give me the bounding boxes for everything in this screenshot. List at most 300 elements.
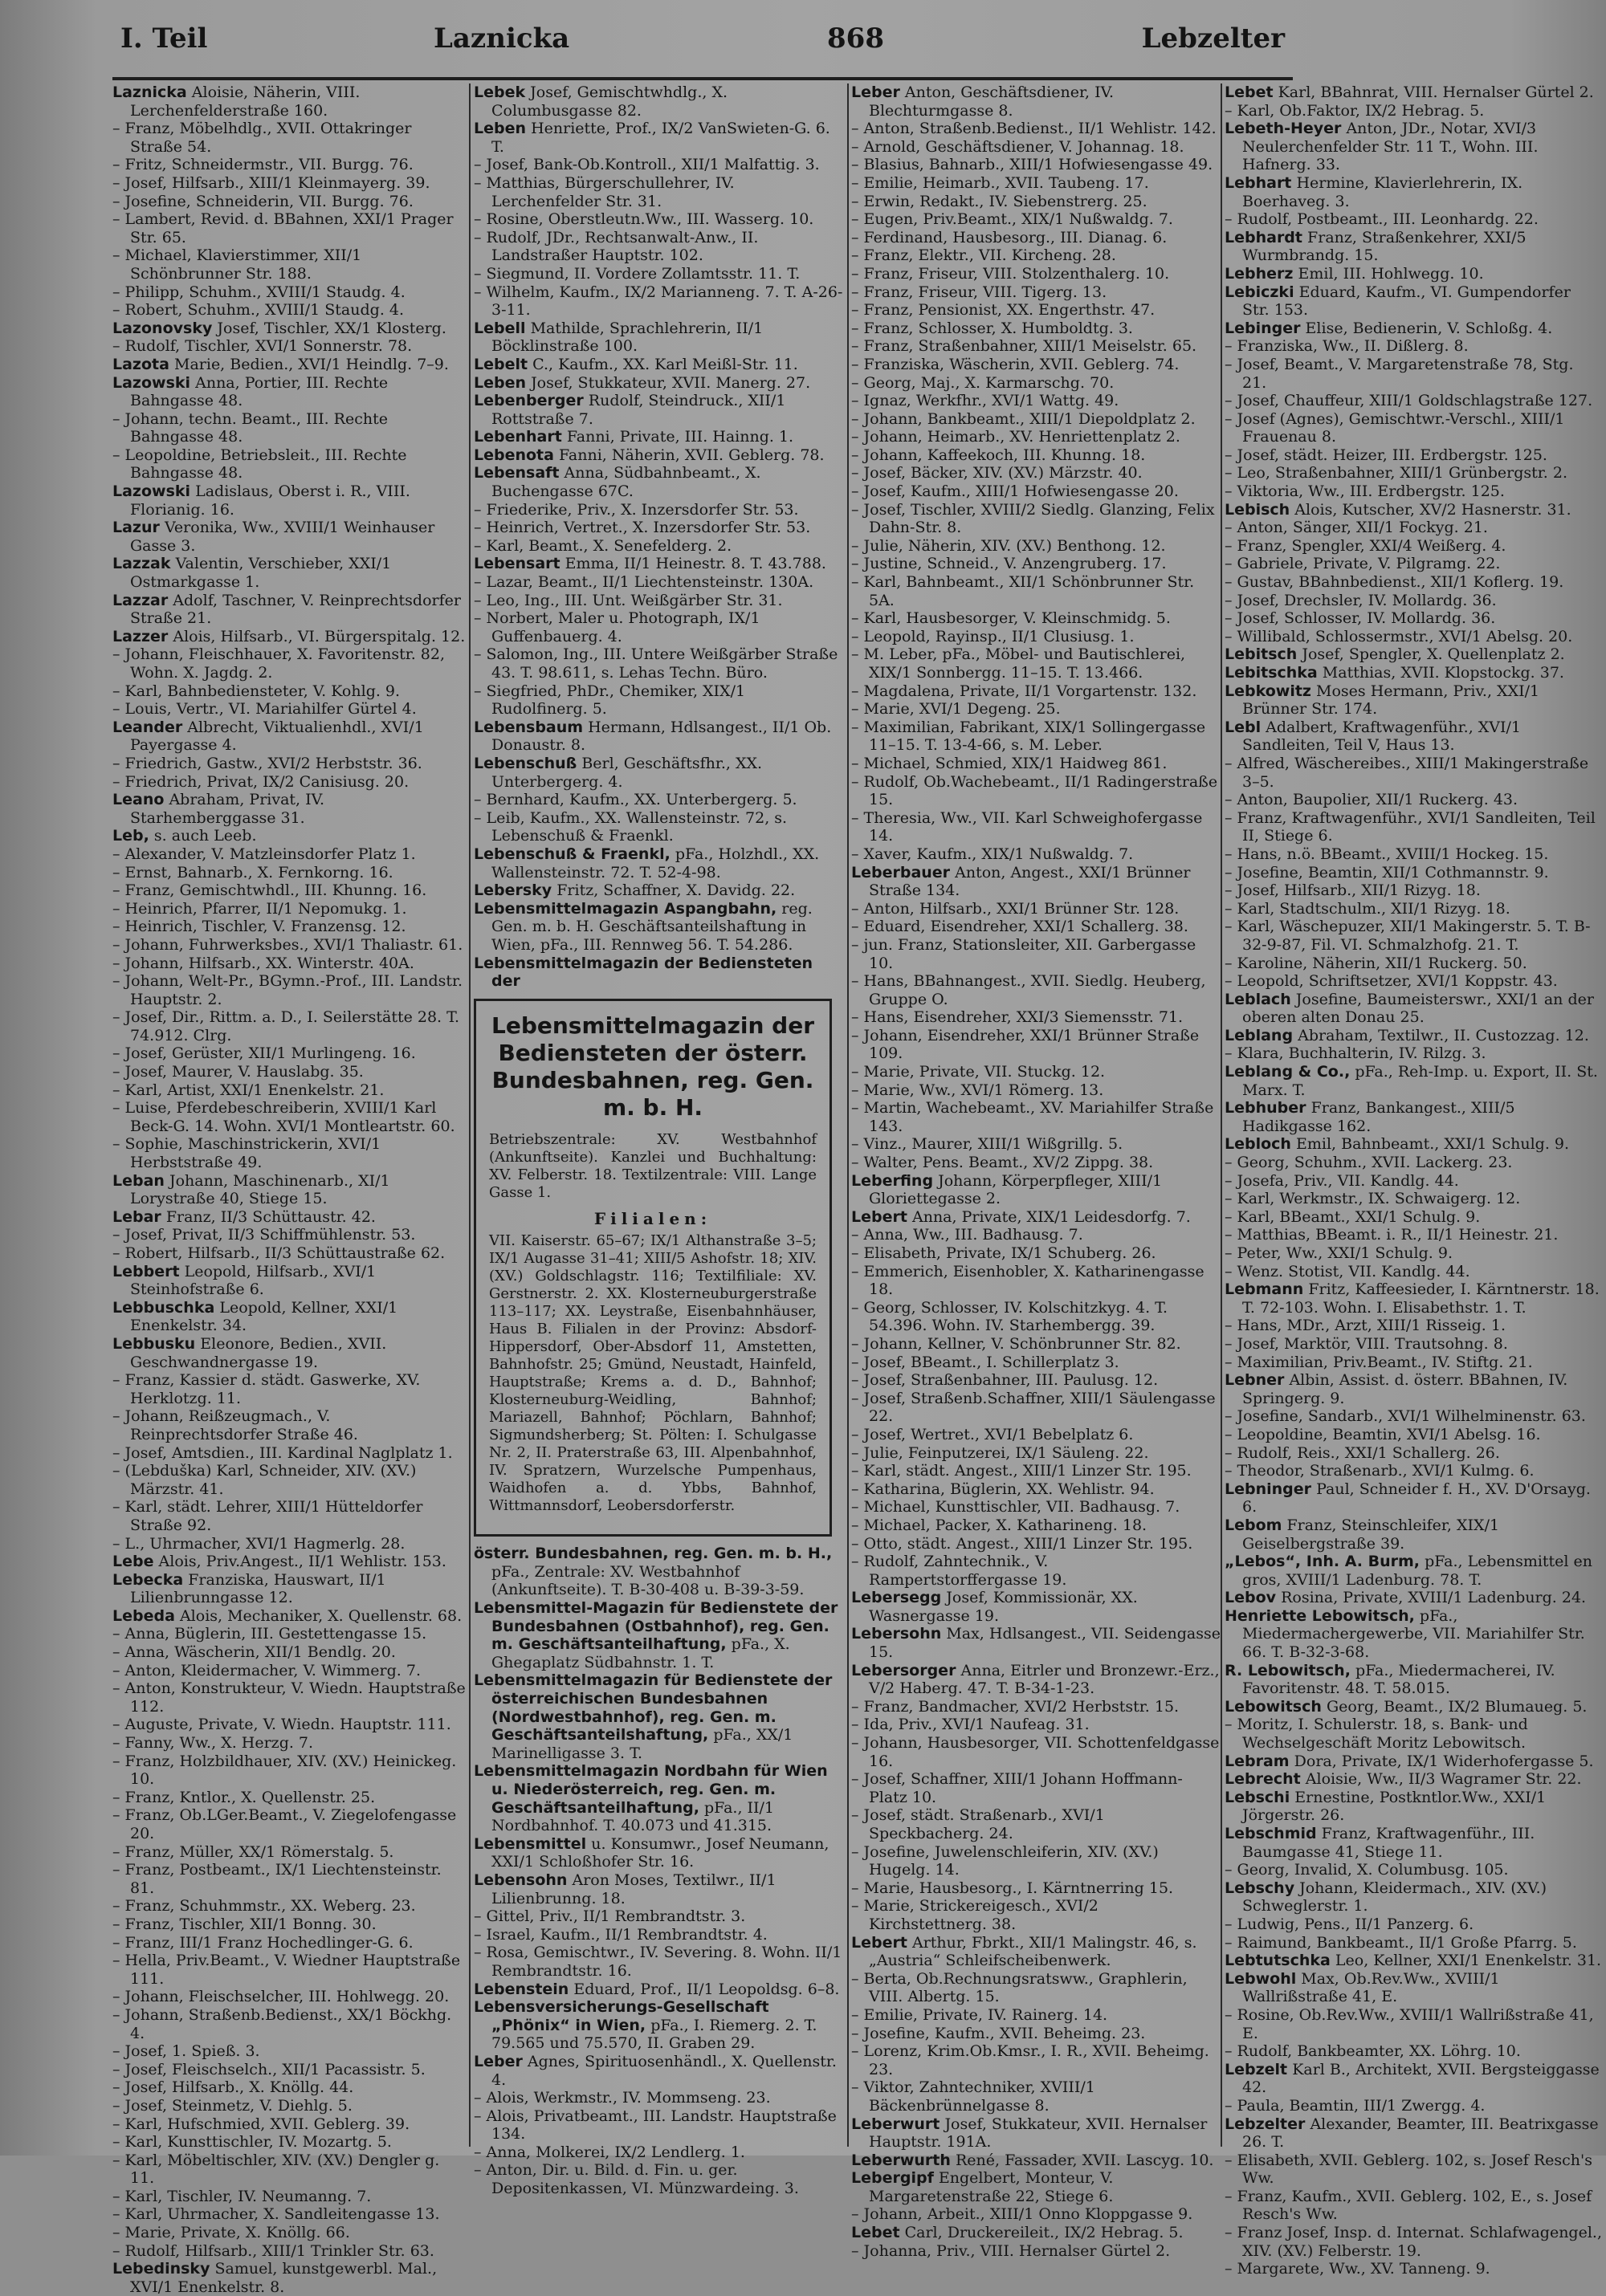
entry-details: Alois, Mechaniker, X. Quellenstr. 68.	[179, 1606, 463, 1625]
directory-entry	[851, 1154, 1221, 1172]
directory-entry	[112, 881, 466, 900]
directory-entry	[112, 1553, 466, 1571]
entry-details: u. Konsumwr., Josef Neumann, XXI/1 Schloßhofer Str. 16.	[491, 1834, 829, 1871]
entry-details: – Josef, Wertret., XVI/1 Bebelplatz 6.	[851, 1425, 1134, 1443]
directory-entry	[851, 2242, 1221, 2261]
directory-entry	[851, 1806, 1221, 1842]
entry-details: Albrecht, Viktualienhdl., XVI/1 Payergasse 4.	[130, 718, 424, 755]
entry-surname: Lebhuber	[1225, 1099, 1306, 1117]
directory-entry	[851, 2115, 1221, 2151]
entry-surname: Lebersky	[474, 881, 552, 900]
entry-details: Samuel, kunstgewerbl. Mal., XVI/1 Enenkelstr. 8.	[130, 2260, 438, 2296]
entry-details: – Friedrich, Privat, IX/2 Canisiusg. 20.	[112, 772, 410, 791]
directory-entry	[1225, 682, 1602, 719]
entry-details: – Alexander, V. Matzleinsdorfer Platz 1.	[112, 845, 416, 863]
directory-entry	[112, 1806, 466, 1842]
directory-entry	[1225, 1825, 1602, 1861]
directory-entry	[474, 2143, 843, 2162]
directory-entry	[474, 1545, 843, 1599]
entry-details: René, Fassader, XVII. Lascyg. 10.	[955, 2151, 1214, 2169]
entry-details: – Johanna, Priv., VIII. Hernalser Gürtel 2.	[851, 2241, 1171, 2260]
directory-entry	[474, 229, 843, 265]
entry-surname: „Lebos“, Inh. A. Burm,	[1225, 1553, 1421, 1571]
entry-details: – Ernst, Bahnarb., X. Fernkorng. 16.	[112, 863, 393, 881]
entry-details: pFa., Zentrale: XV. Westbahnhof (Ankunftseite). T. B-30-408 u. B-39-3-59.	[491, 1562, 805, 1599]
entry-details: – Magdalena, Private, II/1 Vorgartenstr. 132.	[851, 682, 1197, 700]
directory-entry	[851, 2078, 1221, 2115]
entry-surname: Lebek	[474, 83, 526, 101]
entry-details: – Gittel, Priv., II/1 Rembrandtstr. 3.	[474, 1907, 746, 1926]
entry-details: Alois, Hilfsarb., VI. Bürgerspitalg. 12.	[173, 627, 466, 645]
directory-entry	[851, 2224, 1221, 2242]
entry-details: Eduard, Kaufm., VI. Gumpendorfer Str. 153.	[1242, 283, 1571, 320]
entry-details: Aloisie, Näherin, VIII. Lerchenfelderstraße 160.	[130, 83, 361, 120]
directory-entry	[851, 229, 1221, 247]
entry-details: Anna, Private, XIX/1 Leidesdorfg. 7.	[911, 1207, 1191, 1226]
column-divider	[1221, 83, 1222, 2147]
entry-details: – Hans, BBahnangest., XVII. Siedlg. Heuberg, Gruppe O.	[851, 972, 1206, 1008]
entry-surname: Lebe	[112, 1553, 154, 1571]
directory-entry	[112, 918, 466, 936]
entry-surname: Lebbert	[112, 1262, 180, 1280]
directory-entry	[1225, 791, 1602, 809]
entry-details: – Lambert, Revid. d. BBahnen, XXI/1 Prager Str. 65.	[112, 210, 454, 246]
entry-details: – Bernhard, Kaufm., XX. Unterbergerg. 5.	[474, 791, 797, 809]
directory-entry	[1225, 1770, 1602, 1789]
directory-entry	[112, 1498, 466, 1534]
directory-entry	[851, 682, 1221, 701]
entry-details: Adolf, Taschner, V. Reinprechtsdorfer Straße 21.	[130, 591, 461, 628]
entry-details: – Julie, Näherin, XIV. (XV.) Benthong. 12.	[851, 536, 1166, 555]
entry-details: Alexander, Beamter, III. Beatrixgasse 26. T.	[1242, 2115, 1599, 2151]
entry-surname: Lazzak	[112, 555, 171, 573]
entry-details: – Franz, Tischler, XII/1 Bonng. 30.	[112, 1915, 377, 1933]
directory-entry	[851, 555, 1221, 573]
entry-details: – Leopoldine, Betriebsleit., III. Rechte Bahngasse 48.	[112, 446, 407, 482]
directory-entry	[112, 1172, 466, 1208]
entry-details: – Josef, Kaufm., XIII/1 Hofwiesengasse 20.	[851, 482, 1179, 501]
entry-surname: Leban	[112, 1171, 165, 1190]
entry-details: Emil, Bahnbeamt., XXI/1 Schulg. 9.	[1296, 1135, 1570, 1154]
directory-entry	[1225, 1208, 1602, 1227]
entry-details: – Franz, Möbelhdlg., XVII. Ottakringer Straße 54.	[112, 120, 412, 156]
entry-surname: Lebzelt	[1225, 2060, 1288, 2078]
directory-entry	[1225, 2006, 1602, 2042]
directory-entry	[112, 1535, 466, 1553]
entry-details: – Emmerich, Eisenhobler, X. Katharinengasse 18.	[851, 1262, 1204, 1299]
entry-surname: Leblang	[1225, 1026, 1294, 1044]
entry-surname: Lebar	[112, 1207, 161, 1226]
entry-details: Aloisie, Ww., II/3 Wagramer Str. 22.	[1305, 1770, 1582, 1789]
directory-entry	[851, 265, 1221, 283]
directory-entry	[112, 2260, 466, 2296]
entry-surname: Lebninger	[1225, 1480, 1312, 1498]
entry-surname: Lazzer	[112, 627, 169, 645]
directory-entry	[1225, 265, 1602, 283]
entry-details: – Justine, Schneid., V. Anzengruberg. 17.	[851, 555, 1167, 573]
directory-entry	[112, 773, 466, 792]
entry-details: – Lazar, Beamt., II/1 Liechtensteinstr. 130A.	[474, 573, 814, 592]
entry-details: – Anton, Hilfsarb., XXI/1 Brünner Str. 128.	[851, 899, 1180, 918]
directory-entry	[1225, 1317, 1602, 1335]
directory-entry	[112, 791, 466, 827]
entry-details: – Blasius, Bahnarb., XIII/1 Hofwiesengasse 49.	[851, 156, 1213, 174]
entry-details: – Theodor, Straßenarb., XVI/1 Kulmg. 6.	[1225, 1462, 1535, 1480]
entry-surname: Henriette Lebowitsch,	[1225, 1606, 1415, 1625]
entry-details: Emma, II/1 Heinestr. 8. T. 43.788.	[565, 555, 826, 573]
entry-details: – Hella, Priv.Beamt., V. Wiedner Hauptstraße 111.	[112, 1952, 461, 1988]
directory-entry	[474, 573, 843, 592]
directory-entry	[112, 1263, 466, 1299]
entry-details: Elise, Bedienerin, V. Schloßg. 4.	[1305, 319, 1553, 337]
entry-details: – Josef, Privat, II/3 Schiffmühlenstr. 53.	[112, 1226, 416, 1244]
directory-entry	[474, 210, 843, 229]
ad-branches-heading: Filialen:	[593, 1208, 712, 1228]
directory-entry	[474, 446, 843, 465]
entry-details: Ladislaus, Oberst i. R., VIII. Florianig. 16.	[130, 482, 410, 519]
directory-entry	[851, 464, 1221, 482]
directory-entry	[112, 592, 466, 628]
directory-entry	[1225, 446, 1602, 465]
directory-entry	[474, 156, 843, 174]
entry-surname: Lebschmid	[1225, 1825, 1317, 1842]
directory-entry	[474, 283, 843, 320]
entry-details: Anna, Eitrler und Bronzewr.-Erz., V/2 Haberg. 47. T. B-34-1-23.	[869, 1661, 1220, 1698]
directory-entry	[112, 2078, 466, 2097]
entry-details: – Franziska, Wäscherin, XVII. Geblerg. 74.	[851, 355, 1180, 373]
ad-body: Betriebszentrale: XV. Westbahnhof (Ankunftseite). Kanzlei und Buchhaltung: XV. Felberstr. 18. Textilzentrale: VIII. Lange Gasse 1.	[489, 1130, 817, 1201]
entry-details: – Franz, Schlosser, X. Humboldtg. 3.	[851, 319, 1133, 337]
entry-details: pFa., Miedermachergewerbe, VII. Mariahilfer Str. 66. T. B-32-3-68.	[1242, 1606, 1585, 1662]
directory-entry	[851, 1027, 1221, 1063]
entry-details: – Anton, Kleidermacher, V. Wimmerg. 7.	[112, 1661, 421, 1679]
entry-surname: Lazowski	[112, 373, 191, 392]
entry-details: – Michael, Kunsttischler, VII. Badhausg. 7.	[851, 1498, 1180, 1516]
entry-details: – Maximilian, Fabrikant, XIX/1 Sollingergasse 11–15. T. 13-4-66, s. M. Leber.	[851, 718, 1206, 755]
entry-surname: Lebram	[1225, 1752, 1290, 1770]
entry-surname: Lebenberger	[474, 392, 584, 410]
entry-details: – Arnold, Geschäftsdiener, V. Johannag. 18.	[851, 137, 1184, 156]
directory-entry	[851, 2151, 1221, 2170]
entry-details: – Ferdinand, Hausbesorg., III. Dianag. 6.	[851, 228, 1168, 246]
directory-entry	[1225, 464, 1602, 482]
directory-entry	[474, 519, 843, 537]
entry-details: – Raimund, Bankbeamt., II/1 Große Pfarrg. 5.	[1225, 1933, 1577, 1952]
entry-details: – Marie, Private, VII. Stuckg. 12.	[851, 1063, 1106, 1081]
directory-entry	[112, 1897, 466, 1915]
directory-entry	[1225, 2188, 1602, 2224]
entry-details: – Sophie, Maschinstrickerin, XVI/1 Herbststraße 49.	[112, 1135, 381, 1172]
entry-details: pFa., II/1 Nordbahnhof. T. 40.073 und 41.315.	[491, 1798, 775, 1835]
directory-entry	[112, 827, 466, 845]
entry-surname: Lebersorger	[851, 1661, 956, 1679]
directory-entry	[851, 1498, 1221, 1516]
entry-details: Emil, III. Hohlwegg. 10.	[1298, 264, 1484, 283]
entry-details: – Franz Josef, Insp. d. Internat. Schlafwagengel., XIV. (XV.) Felberstr. 19.	[1225, 2224, 1602, 2260]
directory-entry	[851, 1625, 1221, 1661]
entry-surname: Lebenschuß	[474, 754, 577, 772]
entry-details: Alois, Kutscher, XV/2 Hasnerstr. 31.	[1294, 500, 1571, 519]
directory-entry	[851, 1063, 1221, 1081]
directory-entry	[851, 1589, 1221, 1625]
entry-details: – Fanny, Ww., X. Herzg. 7.	[112, 1734, 314, 1753]
entry-details: – Johann, Hausbesorger, VII. Schottenfeldgasse 16.	[851, 1734, 1220, 1770]
entry-surname: Lebwohl	[1225, 1969, 1297, 1988]
entry-details: – Josef, Maurer, V. Hauslabg. 35.	[112, 1063, 364, 1081]
directory-entry	[1225, 1407, 1602, 1426]
directory-entry	[851, 1480, 1221, 1499]
entry-details: – Karl, Bahnbediensteter, V. Kohlg. 9.	[112, 682, 401, 700]
entry-details: – Rudolf, Bankbeamter, XX. Löhrg. 10.	[1225, 2042, 1521, 2061]
entry-details: Dora, Private, IX/1 Widerhofergasse 5.	[1294, 1752, 1594, 1770]
directory-entry	[1225, 283, 1602, 320]
directory-entry	[112, 2006, 466, 2042]
entry-surname: Leblach	[1225, 990, 1291, 1008]
entry-details: – Rudolf, Tischler, XVI/1 Sonnerstr. 78.	[112, 337, 413, 356]
entry-surname: Lebiczki	[1225, 283, 1294, 301]
directory-entry	[112, 645, 466, 682]
directory-entry	[112, 682, 466, 701]
entry-details: Anton, Geschäftsdiener, IV. Blechturmgasse 8.	[869, 83, 1115, 120]
directory-entry	[474, 900, 843, 955]
entry-surname: Lebner	[1225, 1371, 1285, 1390]
directory-entry	[851, 1879, 1221, 1898]
entry-surname: Leber	[851, 83, 900, 101]
entry-surname: Lebersohn	[851, 1625, 942, 1643]
directory-entry	[112, 283, 466, 302]
directory-entry	[1225, 1861, 1602, 1879]
entry-details: Max, Ob.Rev.Ww., XVIII/1 Wallrißstraße 41, E.	[1242, 1969, 1500, 2006]
directory-entry	[112, 864, 466, 882]
directory-entry	[474, 719, 843, 755]
directory-entry	[1225, 1553, 1602, 1589]
entry-details: – Josef, Hilfsarb., XIII/1 Kleinmayerg. 39.	[112, 173, 430, 192]
column-divider	[847, 83, 849, 2147]
entry-details: – Marie, Hausbesorg., I. Kärntnerring 15.	[851, 1879, 1174, 1897]
directory-entry	[112, 83, 466, 120]
directory-entry	[1225, 2224, 1602, 2260]
directory-entry	[474, 464, 843, 500]
directory-entry	[474, 1944, 843, 1980]
entry-details: Karl, BBahnrat, VIII. Hernalser Gürtel 2.	[1278, 83, 1594, 101]
directory-entry	[1225, 1154, 1602, 1172]
header-rule	[112, 77, 1293, 80]
directory-entry	[1225, 955, 1602, 973]
entry-details: Arthur, Fbrkt., XII/1 Malingstr. 46, s. „Austria“ Schleifscheibenwerk.	[869, 1933, 1197, 1970]
entry-details: Veronika, Ww., XVIII/1 Weinhauser Gasse 3.	[130, 519, 435, 555]
directory-entry	[112, 755, 466, 773]
entry-details: – Marie, Ww., XVI/1 Römerg. 13.	[851, 1081, 1104, 1099]
entry-surname: Lebmann	[1225, 1280, 1304, 1299]
directory-entry	[851, 1553, 1221, 1589]
column-1	[112, 83, 466, 2296]
entry-details: Karl B., Architekt, XVII. Bergsteiggasse 42.	[1242, 2060, 1600, 2097]
entry-details: – Josefa, Priv., VII. Kandlg. 44.	[1225, 1171, 1459, 1190]
directory-entry	[1225, 1426, 1602, 1444]
entry-details: – Maximilian, Priv.Beamt., IV. Stiftg. 21.	[1225, 1353, 1533, 1371]
entry-details: – Hans, Eisendreher, XXI/3 Siemensstr. 71.	[851, 1008, 1184, 1027]
entry-surname: Lebeth-Heyer	[1225, 120, 1342, 138]
directory-entry	[851, 83, 1221, 120]
directory-entry	[851, 246, 1221, 265]
entry-surname: Lebensmittel	[474, 1834, 587, 1853]
directory-entry	[1225, 1244, 1602, 1263]
directory-entry	[1225, 1135, 1602, 1154]
entry-details: – Johann, Bankbeamt., XIII/1 Diepoldplatz 2.	[851, 409, 1196, 428]
entry-details: – Marie, Private, X. Knöllg. 66.	[112, 2224, 350, 2242]
entry-details: – Franz, Kaufm., XVII. Geblerg. 102, E., s. Josef Resch's Ww.	[1225, 2187, 1592, 2224]
entry-details: Mathilde, Sprachlehrerin, II/1 Böcklinstraße 100.	[491, 319, 764, 356]
entry-surname: Lebbusku	[112, 1334, 196, 1353]
directory-entry	[112, 1335, 466, 1371]
entry-details: – Karoline, Näherin, XII/1 Ruckerg. 50.	[1225, 954, 1527, 972]
entry-details: – jun. Franz, Stationsleiter, XII. Garbergasse 10.	[851, 935, 1196, 972]
directory-entry	[1225, 864, 1602, 882]
entry-surname: Lazonovsky	[112, 319, 213, 337]
entry-details: – Heinrich, Vertret., X. Inzersdorfer Str. 53.	[474, 519, 811, 537]
directory-entry	[112, 1716, 466, 1734]
entry-details: – Georg, Schlosser, IV. Kolschitzkyg. 4. T. 54.396. Wohn. IV. Starhembergg. 39.	[851, 1298, 1168, 1335]
directory-entry	[1225, 1753, 1602, 1771]
directory-entry	[112, 2133, 466, 2151]
entry-details: C., Kaufm., XX. Karl Meißl-Str. 11.	[532, 355, 798, 373]
directory-entry	[1225, 83, 1602, 102]
directory-entry	[1225, 845, 1602, 864]
directory-entry	[851, 138, 1221, 157]
entry-details: – Anton, Dir. u. Bild. d. Fin. u. ger. Depositenkassen, VI. Münzwardeing. 3.	[474, 2161, 799, 2198]
entry-details: Albin, Assist. d. österr. BBahnen, IV. Springerg. 9.	[1242, 1371, 1568, 1407]
entry-details: – Marie, Strickereigesch., XVI/2 Kirchstettnerg. 38.	[851, 1897, 1099, 1933]
entry-surname: Leber	[474, 2052, 523, 2070]
entry-details: – Anna, Wäscherin, XII/1 Bendlg. 20.	[112, 1643, 396, 1662]
directory-entry	[112, 374, 466, 410]
entry-details: – Rosa, Gemischtwr., IV. Severing. 8. Wohn. II/1 Rembrandtstr. 16.	[474, 1944, 842, 1980]
column-divider	[469, 83, 471, 2147]
directory-entry	[1225, 320, 1602, 338]
entry-details: – Franz, Kntlor., X. Quellenstr. 25.	[112, 1788, 376, 1806]
directory-entry	[851, 573, 1221, 609]
entry-details: – Karl, Bahnbeamt., XII/1 Schönbrunner Str. 5A.	[851, 573, 1195, 609]
directory-entry	[851, 1934, 1221, 1970]
entry-details: – Franz, Straßenbahner, XIII/1 Meiselstr. 65.	[851, 337, 1197, 356]
directory-entry	[851, 1081, 1221, 1100]
entry-surname: Lebensohn	[474, 1871, 568, 1889]
directory-entry	[851, 773, 1221, 809]
entry-details: – Theresia, Ww., VII. Karl Schweighofergasse 14.	[851, 808, 1203, 845]
directory-entry	[474, 881, 843, 900]
entry-surname: Leberwurt	[851, 2115, 940, 2133]
entry-details: Matthias, XVII. Klopstockg. 37.	[1322, 664, 1564, 682]
entry-details: – Alfred, Wäschereibes., XIII/1 Makingerstraße 3–5.	[1225, 754, 1589, 791]
entry-details: – Karl, Stadtschulm., XII/1 Rizyg. 18.	[1225, 899, 1510, 918]
directory-entry	[1225, 229, 1602, 265]
directory-entry	[851, 936, 1221, 972]
entry-details: – Josefine, Sandarb., XVI/1 Wilhelminenstr. 63.	[1225, 1407, 1586, 1426]
entry-details: Franz, Kraftwagenführ., III. Baumgasse 41, Stiege 11.	[1242, 1825, 1535, 1861]
directory-entry	[851, 1371, 1221, 1390]
entry-details: – Leopold, Schriftsetzer, XVI/1 Koppstr. 43.	[1225, 972, 1558, 991]
entry-details: – Israel, Kaufm., II/1 Rembrandtstr. 4.	[474, 1925, 768, 1944]
entry-surname: Leben	[474, 373, 527, 392]
directory-entry	[112, 1044, 466, 1063]
directory-entry	[474, 392, 843, 428]
entry-details: – Karl, BBeamt., XXI/1 Schulg. 9.	[1225, 1207, 1481, 1226]
entry-details: – Marie, XVI/1 Degeng. 25.	[851, 700, 1061, 719]
directory-entry	[1225, 519, 1602, 537]
entry-details: – Josef, Bäcker, XIV. (XV.) Märzstr. 40.	[851, 464, 1143, 482]
directory-entry	[474, 1762, 843, 1834]
entry-details: Leopold, Kellner, XXI/1 Enenkelstr. 34.	[130, 1298, 398, 1335]
entry-details: – Josef, Straßenb.Schaffner, XIII/1 Säulengasse 22.	[851, 1389, 1216, 1426]
last-entry-word: Lebzelter	[1141, 22, 1285, 55]
entry-details: – Julie, Feinputzerei, IX/1 Säuleng. 22.	[851, 1443, 1149, 1462]
directory-entry	[851, 1135, 1221, 1154]
entry-surname: österr. Bundesbahnen, reg. Gen. m. b. H.,	[474, 1545, 833, 1563]
directory-entry	[851, 1734, 1221, 1770]
entry-details: Johann, Maschinenarb., XI/1 Lorystraße 40, Stiege 15.	[130, 1171, 390, 1208]
entry-details: Johann, Körperpfleger, XIII/1 Gloriettegasse 2.	[869, 1171, 1163, 1208]
entry-details: Hermine, Klavierlehrerin, IX. Boerhaveg. 3.	[1242, 173, 1523, 210]
entry-surname: Leberbauer	[851, 863, 951, 881]
entry-details: pFa., I. Riemerg. 2. T. 79.565 und 75.570, II. Graben 29.	[491, 2016, 817, 2053]
entry-details: Josef, Gemischtwhdlg., X. Columbusgasse 82.	[491, 83, 728, 120]
entry-details: – Franz, III/1 Franz Hochedlinger-G. 6.	[112, 1933, 414, 1952]
entry-details: – Walter, Pens. Beamt., XV/2 Zippg. 38.	[851, 1154, 1154, 1172]
directory-entry	[851, 446, 1221, 465]
directory-entry	[474, 2089, 843, 2107]
directory-entry	[851, 193, 1221, 211]
directory-entry	[851, 1390, 1221, 1426]
entry-surname: Lazota	[112, 355, 169, 373]
entry-details: – Josef, Straßenbahner, III. Paulusg. 12.	[851, 1371, 1159, 1390]
entry-surname: Leano	[112, 791, 165, 809]
directory-entry	[112, 1444, 466, 1463]
entry-surname: Lebenstein	[474, 1980, 569, 1998]
directory-entry	[112, 1643, 466, 1662]
directory-entry	[112, 174, 466, 193]
entry-details: – Josef, BBeamt., I. Schillerplatz 3.	[851, 1353, 1119, 1371]
directory-entry	[1225, 1190, 1602, 1208]
entry-details: pFa., X. Ghegaplatz Südbahnstr. 1. T.	[491, 1635, 790, 1671]
entry-surname: Leben	[474, 120, 527, 138]
entry-details: – Michael, Packer, X. Katharineng. 18.	[851, 1516, 1147, 1534]
directory-entry	[112, 1861, 466, 1897]
directory-entry	[851, 1354, 1221, 1372]
entry-surname: Lebenota	[474, 446, 554, 464]
directory-entry	[851, 1698, 1221, 1716]
entry-details: – Norbert, Maler u. Photograph, IX/1 Guffenbauerg. 4.	[474, 609, 760, 645]
directory-entry	[1225, 1516, 1602, 1553]
directory-entry	[1225, 2151, 1602, 2188]
entry-details: Leopold, Hilfsarb., XVI/1 Steinhofstraße 6.	[130, 1262, 377, 1299]
directory-entry	[851, 210, 1221, 229]
entry-surname: Lebensbaum	[474, 718, 584, 736]
entry-details: pFa., Lebensmittel en gros, XVIII/1 Ladenburg. 78. T.	[1242, 1553, 1593, 1589]
directory-entry	[112, 1607, 466, 1626]
entry-details: – Franz, Schuhmmstr., XX. Weberg. 23.	[112, 1897, 416, 1915]
entry-surname: Lebert	[851, 1207, 907, 1226]
directory-entry	[851, 700, 1221, 719]
entry-details: – Lorenz, Krim.Ob.Kmsr., I. R., XVII. Beheimg. 23.	[851, 2042, 1209, 2078]
entry-details: – Alois, Werkmstr., IV. Mommseng. 23.	[474, 2089, 771, 2107]
directory-entry	[851, 2025, 1221, 2043]
entry-details: – Josef (Agnes), Gemischtwr.-Verschl., XIII/1 Frauenau 8.	[1225, 409, 1565, 446]
directory-entry	[474, 1998, 843, 2053]
entry-details: – Anton, Konstrukteur, V. Wiedn. Hauptstraße 112.	[112, 1679, 466, 1716]
directory-entry	[474, 809, 843, 845]
entry-details: – Ignaz, Werkfhr., XVI/1 Wattg. 49.	[851, 392, 1119, 410]
directory-entry	[1225, 900, 1602, 918]
